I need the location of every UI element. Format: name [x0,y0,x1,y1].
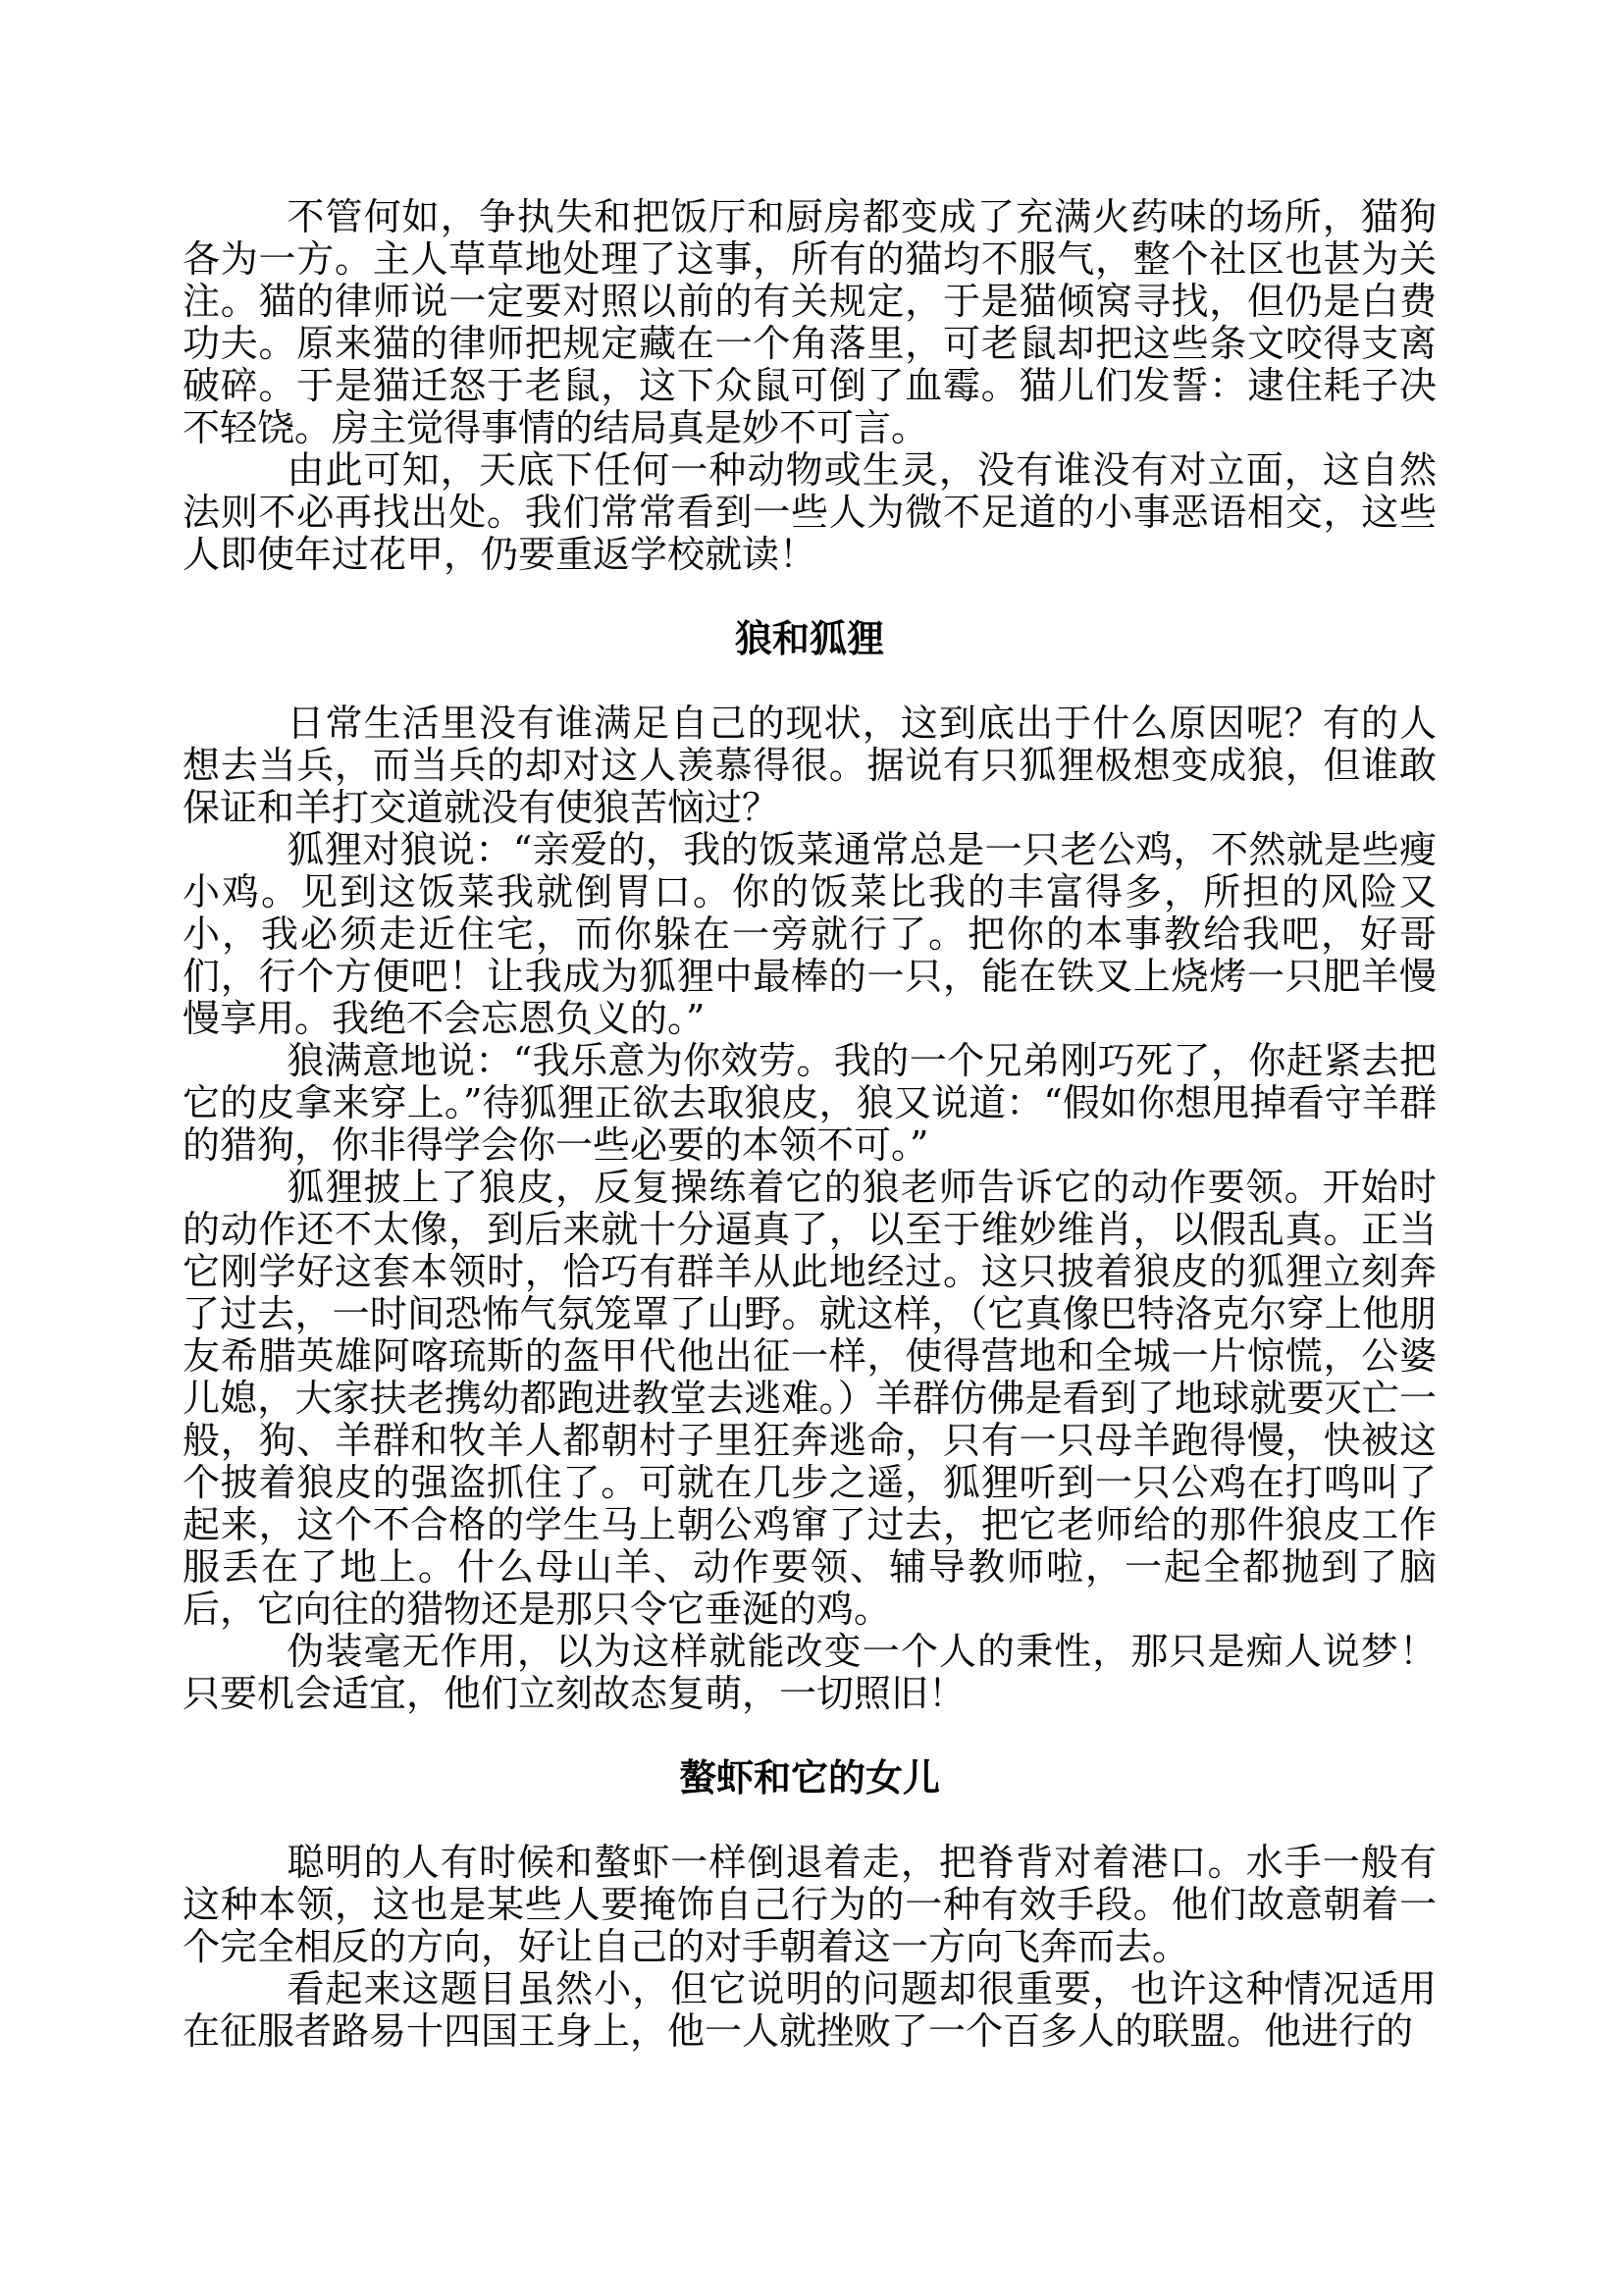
paragraph: 狐狸对狼说：“亲爱的，我的饭菜通常总是一只老公鸡，不然就是些瘦小鸡。见到这饭菜我就倒胃口。你的饭菜比我的丰富得多，所担的风险又小，我必须走近住宅，而你躲在一旁就行了。把你的本事教给我吧，好哥们，行个方便吧！让我成为狐狸中最棒的一只，能在铁叉上烧烤一只肥羊慢慢享用。我绝不会忘恩负义的。” [183,828,1437,1040]
paragraph: 日常生活里没有谁满足自己的现状，这到底出于什么原因呢？有的人想去当兵，而当兵的却对这人羡慕得很。据说有只狐狸极想变成狼，但谁敢保证和羊打交道就没有使狼苦恼过？ [183,702,1437,829]
paragraph: 不管何如，争执失和把饭厅和厨房都变成了充满火药味的场所，猫狗各为一方。主人草草地处理了这事，所有的猫均不服气，整个社区也甚为关注。猫的律师说一定要对照以前的有关规定，于是猫倾窝寻找，但仍是白费功夫。原来猫的律师把规定藏在一个角落里，可老鼠却把这些条文咬得支离破碎。于是猫迁怒于老鼠，这下众鼠可倒了血霉。猫儿们发誓：逮住耗子决不轻饶。房主觉得事情的结局真是妙不可言。 [183,195,1437,449]
paragraph: 伪装毫无作用，以为这样就能改变一个人的秉性，那只是痴人说梦！只要机会适宜，他们立刻故态复萌，一切照旧！ [183,1630,1437,1715]
section-heading: 狼和狐狸 [734,617,884,660]
paragraph: 由此可知，天底下任何一种动物或生灵，没有谁没有对立面，这自然法则不必再找出处。我们常常看到一些人为微不足道的小事恶语相交，这些人即使年过花甲，仍要重返学校就读！ [183,448,1437,576]
paragraph: 狼满意地说：“我乐意为你效劳。我的一个兄弟刚巧死了，你赶紧去把它的皮拿来穿上。”待狐狸正欲去取狼皮，狼又说道：“假如你想甩掉看守羊群的猎狗，你非得学会你一些必要的本领不可。” [183,1039,1437,1167]
section-heading: 螯虾和它的女儿 [678,1756,940,1799]
paragraph: 狐狸披上了狼皮，反复操练着它的狼老师告诉它的动作要领。开始时的动作还不太像，到后来就十分逼真了，以至于维妙维肖，以假乱真。正当它刚学好这套本领时，恰巧有群羊从此地经过。这只披着狼皮的狐狸立刻奔了过去，一时间恐怖气氛笼罩了山野。就这样，（它真像巴特洛克尔穿上他朋友希腊英雄阿喀琉斯的盔甲代他出征一样，使得营地和全城一片惊慌，公婆儿媳，大家扶老携幼都跑进教堂去逃难。）羊群仿佛是看到了地球就要灭亡一般，狗、羊群和牧羊人都朝村子里狂奔逃命，只有一只母羊跑得慢，快被这个披着狼皮的强盗抓住了。可就在几步之遥，狐狸听到一只公鸡在打鸣叫了起来，这个不合格的学生马上朝公鸡窜了过去，把它老师给的那件狼皮工作服丢在了地上。什么母山羊、动作要领、辅导教师啦，一起全都抛到了脑后，它向往的猎物还是那只令它垂涎的鸡。 [183,1166,1437,1631]
paragraph: 看起来这题目虽然小，但它说明的问题却很重要，也许这种情况适用在征服者路易十四国王身上，他一人就挫败了一个百多人的联盟。他进行的 [183,1967,1437,2053]
paragraph: 聪明的人有时候和螯虾一样倒退着走，把脊背对着港口。水手一般有这种本领，这也是某些人要掩饰自己行为的一种有效手段。他们故意朝着一个完全相反的方向，好让自己的对手朝着这一方向飞奔而去。 [183,1841,1437,1968]
document-content [183,196,1437,2053]
